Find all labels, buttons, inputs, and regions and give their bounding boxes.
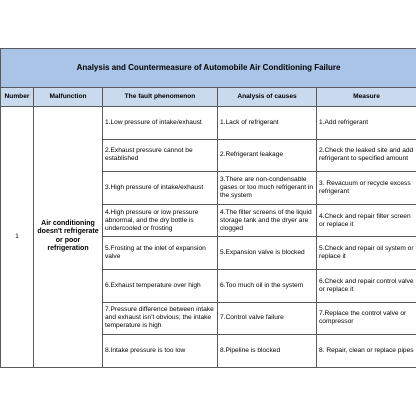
cause-cell: 6.Too much oil in the system bbox=[218, 270, 317, 303]
measure-cell: 7.Replace the control valve or compressor bbox=[317, 302, 416, 335]
phenomenon-cell: 6.Exhaust temperature over high bbox=[103, 270, 218, 303]
cause-cell: 3.There are non-condensable gases or too much refrigerant in the system bbox=[218, 172, 317, 205]
phenomenon-cell: 4.High pressure or low pressure abnormal, and the dry bottle is undercooled or frosting bbox=[103, 204, 218, 237]
phenomenon-cell: 7.Pressure difference between intake and exhaust isn't obvious; the intake temperature is high bbox=[103, 302, 218, 335]
measure-cell: 6.Check and repair control valve or replace it bbox=[317, 270, 416, 303]
phenomenon-cell: 8.Intake pressure is too low bbox=[103, 335, 218, 368]
measure-cell: 4.Check and repair filter screen or replace it bbox=[317, 204, 416, 237]
cause-cell: 7.Control valve failure bbox=[218, 302, 317, 335]
header-causes: Analysis of causes bbox=[218, 87, 317, 106]
cause-cell: 8.Pipeline is blocked bbox=[218, 335, 317, 368]
header-measure: Measure bbox=[317, 87, 416, 106]
measure-cell: 3. Revacuum or recycle excess refrigerant bbox=[317, 172, 416, 205]
header-malfunction: Malfunction bbox=[34, 87, 103, 106]
measure-cell: 1.Add refrigerant bbox=[317, 106, 416, 139]
measure-cell: 2.Check the leaked site and add refrigerant to specified amount bbox=[317, 139, 416, 172]
cause-cell: 2.Refrigerant leakage bbox=[218, 139, 317, 172]
table-row bbox=[1, 106, 416, 139]
header-phenomenon: The fault phenomenon bbox=[103, 87, 218, 106]
number-cell: 1 bbox=[1, 106, 34, 367]
phenomenon-cell: 2.Exhaust pressure cannot be established bbox=[103, 139, 218, 172]
measure-cell: 5.Check and repair oil system or replace it bbox=[317, 237, 416, 270]
malfunction-cell: Air conditioning doesn't refrigerate or poor refrigeration bbox=[34, 106, 103, 367]
cause-cell: 5.Expansion valve is blocked bbox=[218, 237, 317, 270]
header-number: Number bbox=[1, 87, 34, 106]
phenomenon-cell: 1.Low pressure of intake/exhaust bbox=[103, 106, 218, 139]
table-title: Analysis and Countermeasure of Automobile Air Conditioning Failure bbox=[1, 49, 416, 88]
phenomenon-cell: 5.Frosting at the inlet of expansion valve bbox=[103, 237, 218, 270]
cause-cell: 1.Lack of refrigerant bbox=[218, 106, 317, 139]
failure-analysis-table bbox=[0, 48, 416, 368]
failure-table-container bbox=[0, 48, 416, 368]
measure-cell: 8. Repair, clean or replace pipes bbox=[317, 335, 416, 368]
header-row bbox=[1, 87, 416, 106]
phenomenon-cell: 3.High pressure of intake/exhaust bbox=[103, 172, 218, 205]
cause-cell: 4.The filter screens of the liquid storage tank and the dryer are clogged bbox=[218, 204, 317, 237]
